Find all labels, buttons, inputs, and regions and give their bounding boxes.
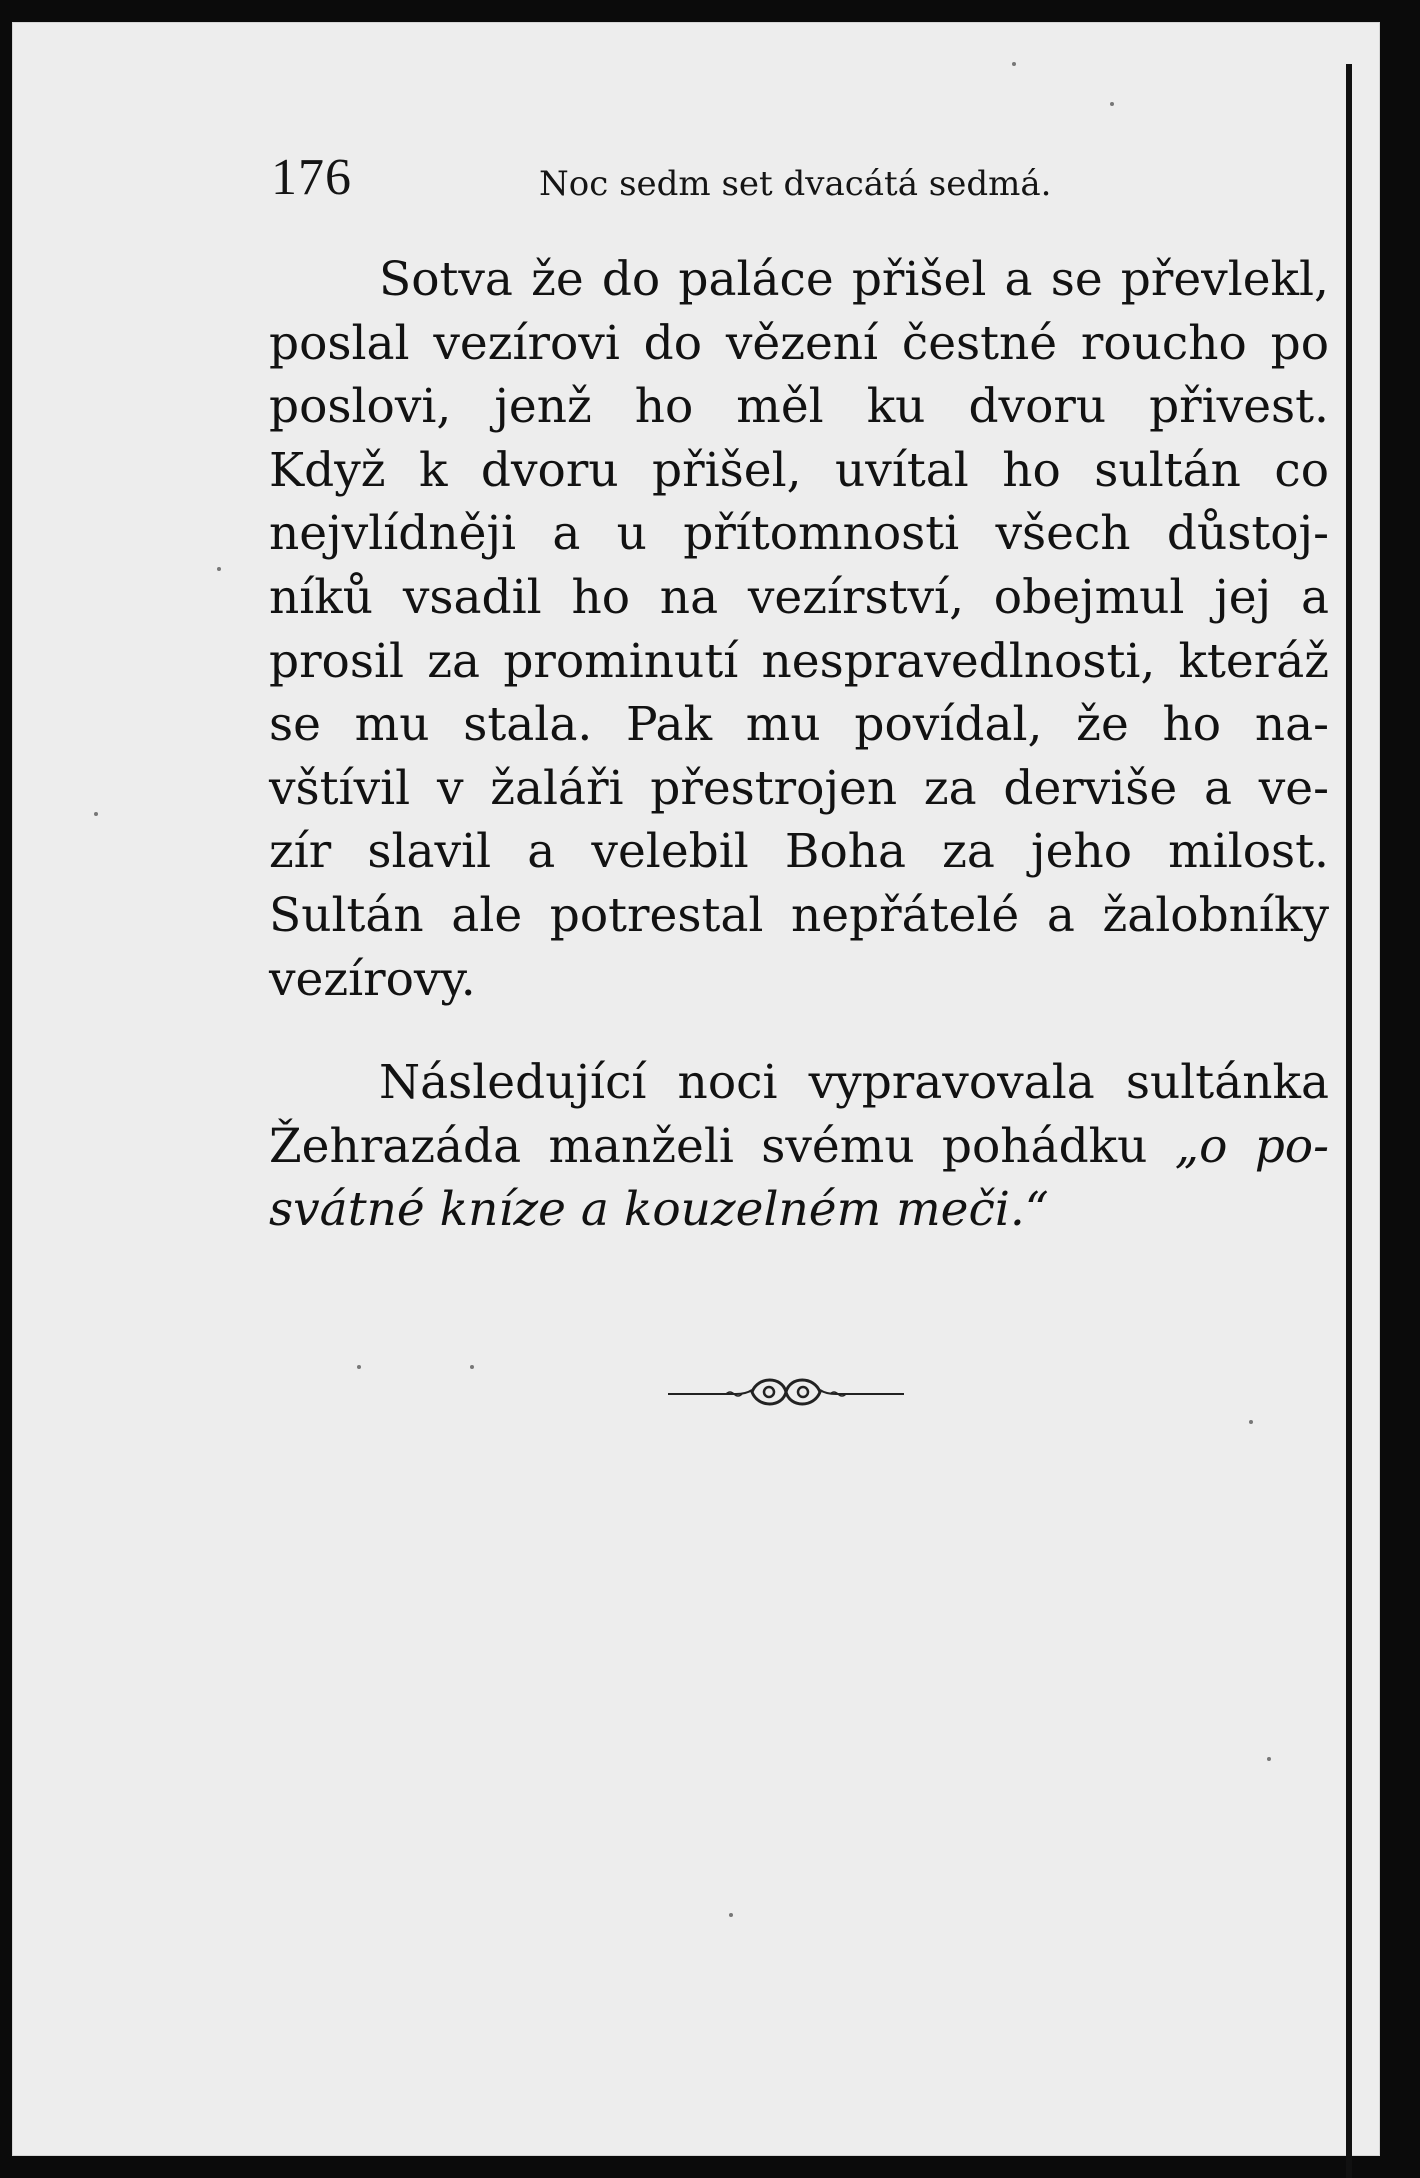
text-line: Sultán ale potrestal nepřátelé a žalobníky [269, 887, 1329, 943]
paper-speck [94, 812, 98, 816]
text-line: vezírovy. [269, 951, 476, 1007]
text-line: poslal vezírovi do vězení čestné roucho po [269, 315, 1329, 371]
paper-speck [1267, 1757, 1271, 1761]
flourish-ornament-icon [666, 1370, 906, 1414]
paper-speck [357, 1365, 361, 1369]
page-number: 176 [271, 149, 352, 206]
text-line [269, 1115, 1329, 1179]
text-line: poslovi, jenž ho měl ku dvoru přivest. [269, 379, 1329, 435]
book-page [12, 22, 1380, 2156]
text-line: níků vsadil ho na vezírství, obejmul jej a [269, 569, 1329, 625]
paragraph-2 [269, 1051, 1329, 1242]
text-line: se mu stala. Pak mu povídal, že ho na- [269, 697, 1329, 753]
page-edge-shadow [1346, 64, 1352, 2178]
story-title-end: svátné kníze a kouzelném meči.“ [269, 1182, 1049, 1238]
text-line: prosil za prominutí nespravedlnosti, kteráž [269, 633, 1329, 689]
paper-speck [1012, 62, 1016, 66]
story-title-start: „o po- [1174, 1118, 1329, 1174]
text-line: vštívil v žaláři přestrojen za derviše a ve- [269, 760, 1329, 816]
text-line: Sotva že do paláce přišel a se převlekl, [379, 252, 1329, 307]
paper-speck [729, 1913, 733, 1917]
text-line: Následující noci vypravovala sultánka [379, 1055, 1329, 1111]
text-segment: Žehrazáda manželi svému pohádku [269, 1118, 1148, 1174]
paper-speck [1249, 1420, 1253, 1424]
paragraph-1 [269, 248, 1329, 1011]
paper-speck [1110, 102, 1114, 106]
running-title: Noc sedm set dvacátá sedmá. [539, 164, 1052, 204]
page-header [259, 148, 1159, 208]
text-line: zír slavil a velebil Boha za jeho milost. [269, 824, 1329, 880]
text-line: nejvlídněji a u přítomnosti všech důstoj- [269, 506, 1329, 562]
paper-speck [217, 567, 221, 571]
page-body [269, 248, 1329, 1242]
text-line: Když k dvoru přišel, uvítal ho sultán co [269, 442, 1329, 498]
paper-speck [470, 1365, 474, 1369]
